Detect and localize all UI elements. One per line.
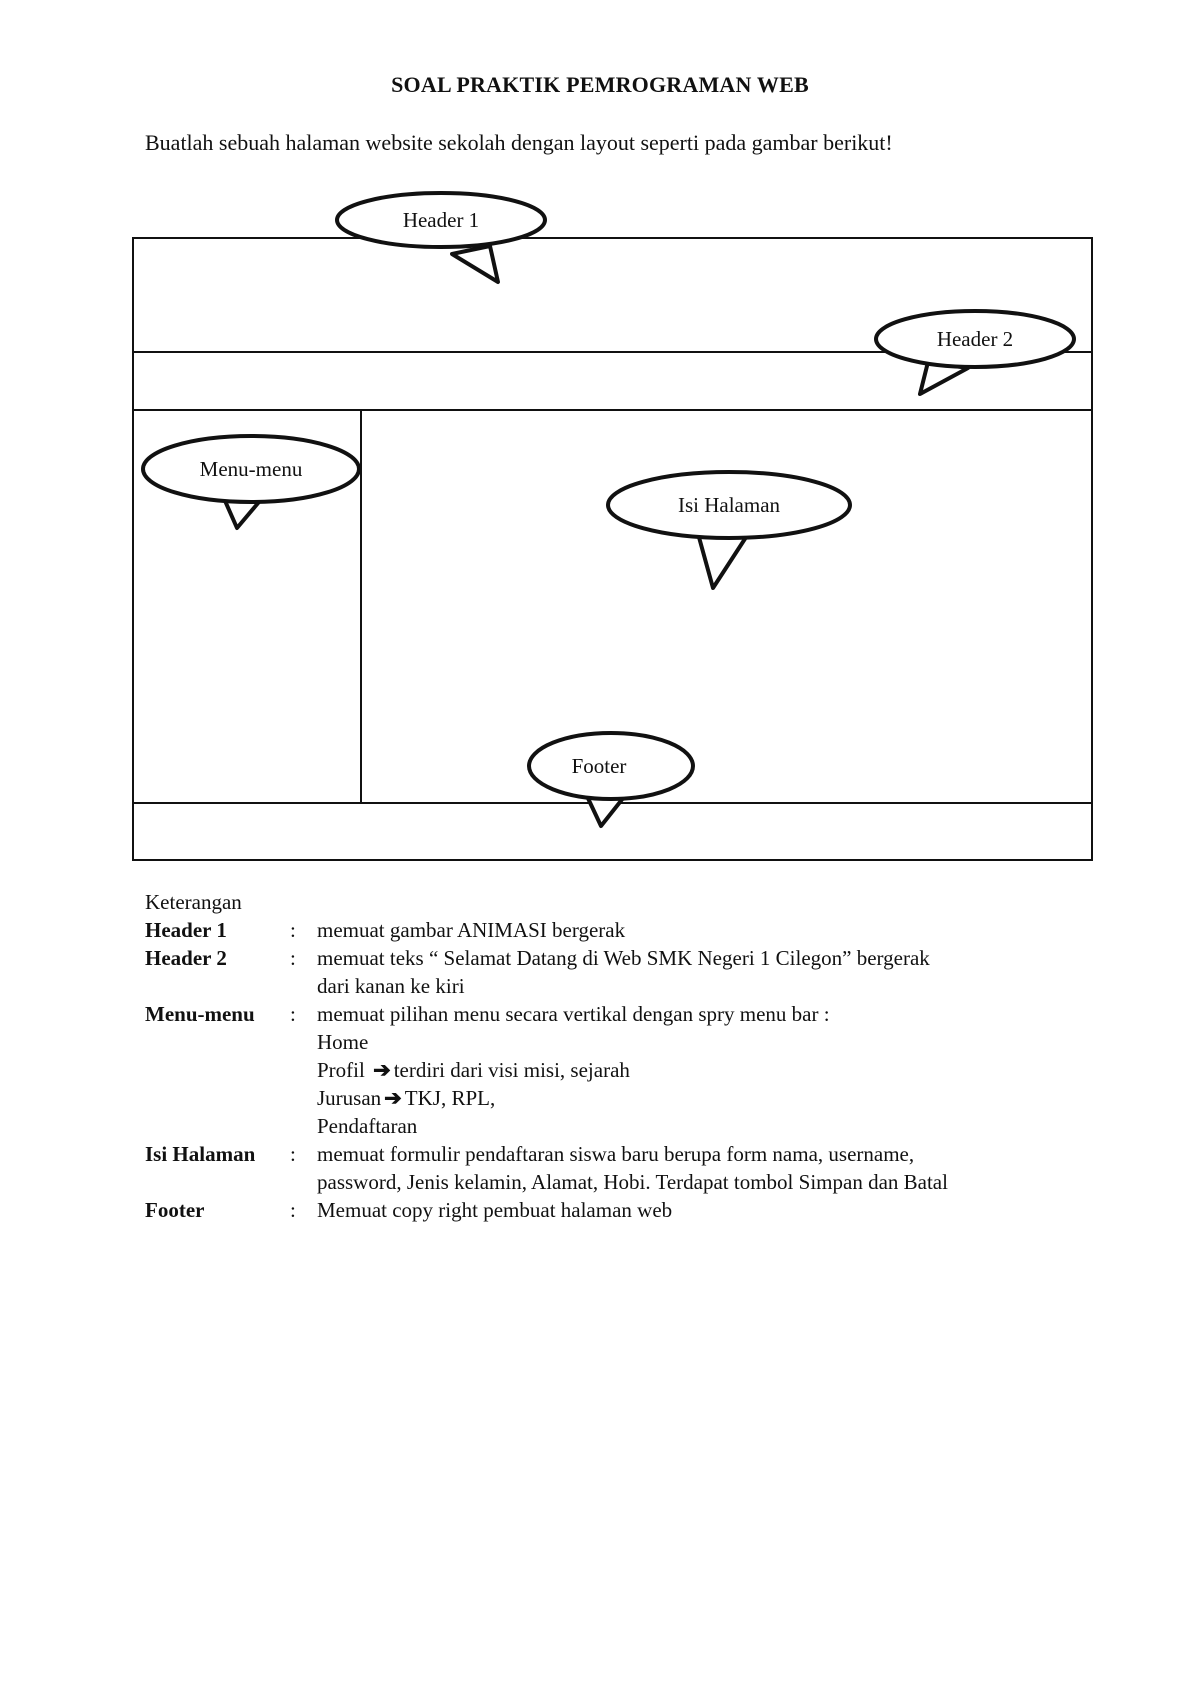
legend-colon: :	[290, 918, 296, 942]
legend-desc	[317, 1140, 1077, 1196]
callout-header1-label: Header 1	[402, 208, 480, 232]
menu-item-pendaftaran: Pendaftaran	[317, 1114, 418, 1138]
menu-item-jurusan-sub: TKJ, RPL,	[404, 1086, 496, 1110]
legend-desc-line: Memuat copy right pembuat halaman web	[317, 1198, 673, 1222]
menu-item-profil	[317, 1056, 1077, 1084]
legend-row-footer	[145, 1196, 1077, 1224]
legend-row-header2	[145, 944, 1077, 1000]
legend-colon: :	[290, 946, 296, 970]
menu-item-home: Home	[317, 1030, 369, 1054]
legend-term: Menu-menu	[145, 1002, 255, 1026]
legend-caption: Keterangan	[145, 890, 242, 914]
callout-menu	[143, 436, 359, 528]
legend-desc	[317, 944, 1077, 1000]
callout-footer	[529, 733, 693, 826]
callout-content-label: Isi Halaman	[677, 493, 781, 517]
legend-desc	[317, 916, 1077, 944]
document-title: SOAL PRAKTIK PEMROGRAMAN WEB	[391, 72, 809, 97]
arrow-right-icon: ➔	[384, 1086, 402, 1110]
legend	[145, 888, 1077, 1224]
legend-term: Footer	[145, 1198, 205, 1222]
legend-term: Header 1	[145, 918, 227, 942]
legend-colon: :	[290, 1198, 296, 1222]
legend-desc	[317, 1000, 1077, 1140]
legend-desc-line: dari kanan ke kiri	[317, 974, 465, 998]
callout-header1	[337, 193, 545, 282]
legend-row-content	[145, 1140, 1077, 1196]
legend-term: Header 2	[145, 946, 227, 970]
legend-desc-line: memuat pilihan menu secara vertikal dengan spry menu bar :	[317, 1002, 830, 1026]
legend-row-menu	[145, 1000, 1077, 1140]
legend-desc-line: memuat gambar ANIMASI bergerak	[317, 918, 626, 942]
menu-item-profil-sub: terdiri dari visi misi, sejarah	[393, 1058, 630, 1082]
menu-item-jurusan-label: Jurusan	[317, 1086, 382, 1110]
legend-desc-line: memuat formulir pendaftaran siswa baru berupa form nama, username,	[317, 1142, 915, 1166]
arrow-right-icon: ➔	[373, 1058, 391, 1082]
menu-item-jurusan	[317, 1084, 1077, 1112]
legend-desc-line: password, Jenis kelamin, Alamat, Hobi. Terdapat tombol Simpan dan Batal	[317, 1170, 948, 1194]
legend-term: Isi Halaman	[145, 1142, 256, 1166]
intro-text: Buatlah sebuah halaman website sekolah dengan layout seperti pada gambar berikut!	[145, 130, 893, 155]
menu-item-profil-label: Profil	[317, 1058, 365, 1082]
legend-row-header1	[145, 916, 1077, 944]
callout-footer-label: Footer	[571, 754, 627, 778]
callout-menu-label: Menu-menu	[199, 457, 303, 481]
callout-header2-label: Header 2	[936, 327, 1014, 351]
legend-desc-line: memuat teks “ Selamat Datang di Web SMK Negeri 1 Cilegon” bergerak	[317, 946, 930, 970]
legend-colon: :	[290, 1142, 296, 1166]
callout-header2	[876, 311, 1074, 394]
legend-desc	[317, 1196, 1077, 1224]
legend-colon: :	[290, 1002, 296, 1026]
callout-content	[608, 472, 850, 588]
